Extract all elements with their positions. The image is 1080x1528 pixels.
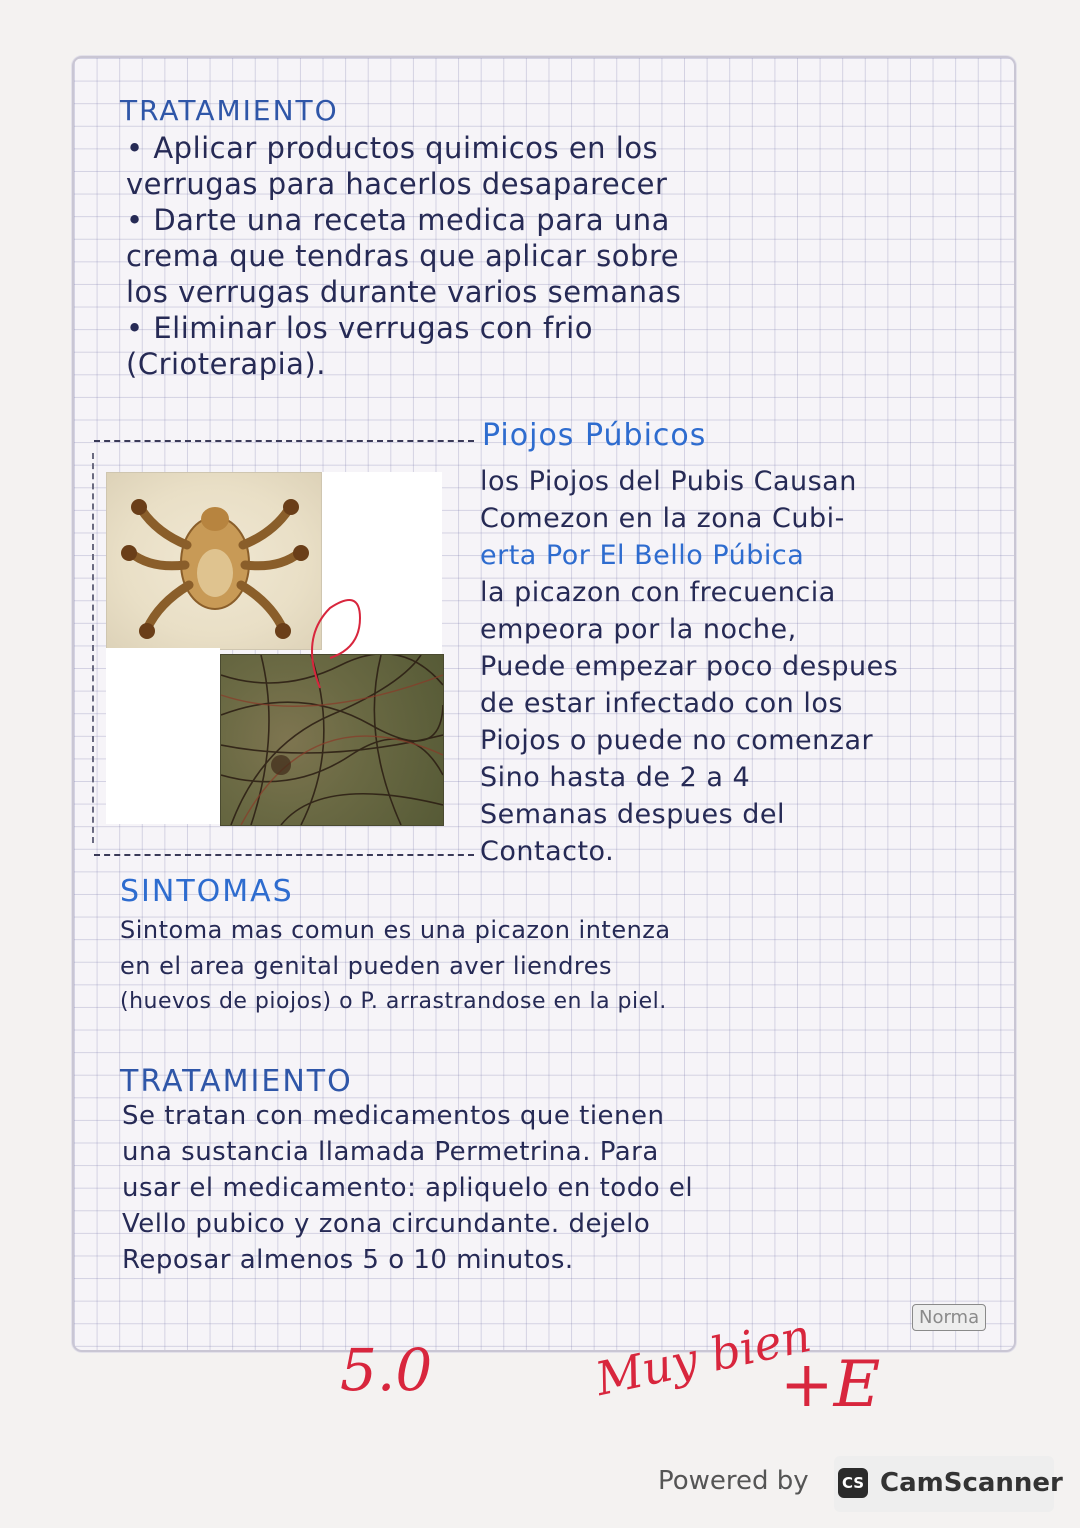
text-line: Contacto. bbox=[480, 836, 615, 867]
pubic-louse-image bbox=[106, 472, 322, 650]
text-line: Vello pubico y zona circundante. dejelo bbox=[122, 1209, 651, 1239]
grade-score: 5.0 bbox=[340, 1336, 433, 1404]
photo-background bbox=[106, 648, 220, 824]
text-line: verrugas para hacerlos desaparecer bbox=[126, 167, 668, 201]
dashed-divider-top bbox=[94, 440, 474, 442]
text-line: los Piojos del Pubis Causan bbox=[480, 466, 857, 497]
text-line: Reposar almenos 5 o 10 minutos. bbox=[122, 1245, 574, 1275]
red-pen-mark bbox=[300, 578, 380, 698]
text-line: • Darte una receta medica para una bbox=[126, 203, 670, 237]
text-line: • Eliminar los verrugas con frio bbox=[126, 311, 593, 345]
camscanner-logo-icon: CS bbox=[838, 1468, 868, 1498]
grade-comment: Muy bien bbox=[590, 1307, 816, 1407]
text-line: empeora por la noche, bbox=[480, 614, 797, 645]
text-line: Comezon en la zona Cubi- bbox=[480, 503, 845, 534]
text-line: usar el medicamento: apliquelo en todo el bbox=[122, 1173, 694, 1203]
text-line: Sino hasta de 2 a 4 bbox=[480, 762, 751, 793]
tratamiento-heading-2: TRATAMIENTO bbox=[120, 1064, 353, 1099]
tratamiento-heading-1: TRATAMIENTO bbox=[120, 94, 339, 127]
dashed-divider-bottom bbox=[94, 854, 474, 856]
text-line: en el area genital pueden aver liendres bbox=[120, 952, 612, 980]
text-line: Sintoma mas comun es una picazon intenza bbox=[120, 916, 671, 944]
camscanner-name: CamScanner bbox=[880, 1468, 1063, 1498]
notebook-page bbox=[72, 56, 1016, 1352]
text-line: erta Por El Bello Púbica bbox=[480, 540, 805, 571]
text-line: Semanas despues del bbox=[480, 799, 785, 830]
text-line: • Aplicar productos quimicos en los bbox=[126, 131, 659, 165]
text-line: Puede empezar poco despues bbox=[480, 651, 899, 682]
notebook-brand-logo: Norma bbox=[912, 1304, 986, 1331]
powered-by-text: Powered by bbox=[658, 1466, 809, 1496]
piojos-heading: Piojos Púbicos bbox=[482, 418, 707, 453]
text-line: la picazon con frecuencia bbox=[480, 577, 836, 608]
text-line: Se tratan con medicamentos que tienen bbox=[122, 1101, 665, 1131]
sintomas-heading: SINTOMAS bbox=[120, 874, 294, 909]
dashed-divider-left bbox=[92, 453, 94, 843]
text-line: crema que tendras que aplicar sobre bbox=[126, 239, 680, 273]
text-line: una sustancia llamada Permetrina. Para bbox=[122, 1137, 659, 1167]
text-line: de estar infectado con los bbox=[480, 688, 843, 719]
text-line: (huevos de piojos) o P. arrastrandose en la piel. bbox=[120, 989, 667, 1014]
text-line: (Crioterapia). bbox=[126, 347, 326, 381]
text-line: Piojos o puede no comenzar bbox=[480, 725, 874, 756]
grade-plus: +E bbox=[780, 1348, 881, 1422]
text-line: los verrugas durante varios semanas bbox=[126, 275, 682, 309]
